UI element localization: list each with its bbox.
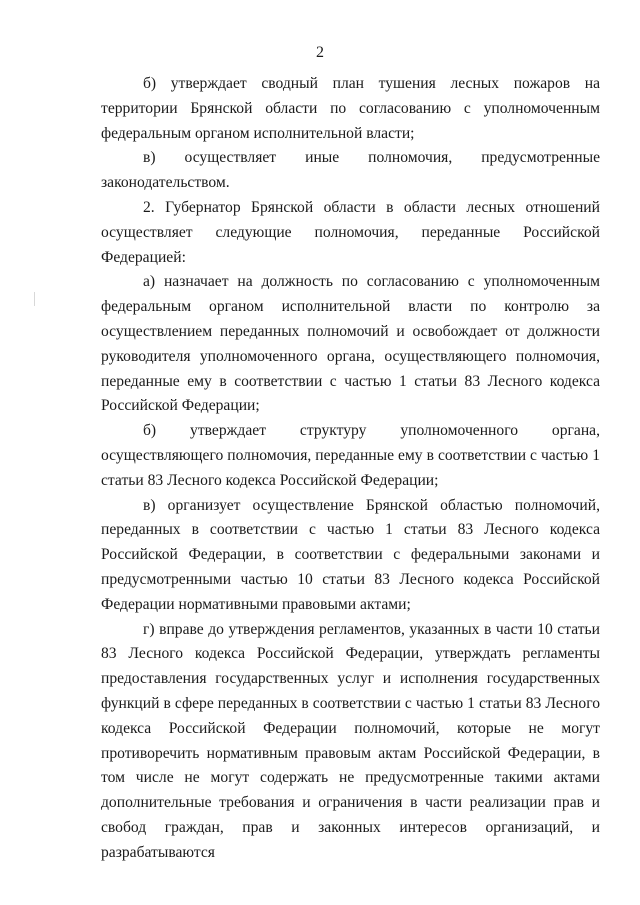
paragraph-item-g-2: г) вправе до утверждения регламентов, указанных в части 10 статьи 83 Лесного кодекса Российской Федерации, утверждать регламенты предоставления государственных услуг и исполнения государственных функций в сфере переданных в соответствии с частью 1 статьи 83 Лесного кодекса Российской Федерации полномочий, которые не могут противоречить нормативным правовым актам Российской Федерации, в том числе не могут содержать не предусмотренные такими актами дополнительные требования и ограничения в части реализации прав и свобод граждан, прав и законных интересов организаций, и разрабатываются [101,620,600,861]
document-body [101,72,600,866]
paragraph-item-b-1: б) утверждает сводный план тушения лесных пожаров на территории Брянской области по согласованию с уполномоченным федеральным органом исполнительной власти; [101,75,600,142]
paragraph-item-v-2: в) организует осуществление Брянской областью полномочий, переданных в соответствии с частью 1 статьи 83 Лесного кодекса Российской Федерации, в соответствии с федеральными законами и предусмотренными частью 10 статьи 83 Лесного кодекса Российской Федерации нормативными правовыми актами; [101,496,600,613]
paragraph-item-v-1: в) осуществляет иные полномочия, предусмотренные законодательством. [101,149,600,192]
margin-mark [34,292,35,306]
paragraph-section-2: 2. Губернатор Брянской области в области лесных отношений осуществляет следующие полномочия, переданные Российской Федерацией: [101,198,600,266]
paragraph-item-a-2: а) назначает на должность по согласованию с уполномоченным федеральным органом исполнительной власти по контролю за осуществлением переданных полномочий и освобождает от должности руководителя уполномоченного органа, осуществляющего полномочия, переданные ему в соответствии с частью 1 статьи 83 Лесного кодекса Российской Федерации; [101,273,600,415]
paragraph-item-b-2: б) утверждает структуру уполномоченного органа, осуществляющего полномочия, переданные ему в соответствии с частью 1 статьи 83 Лесного кодекса Российской Федерации; [101,422,600,489]
page-number: 2 [316,44,324,61]
